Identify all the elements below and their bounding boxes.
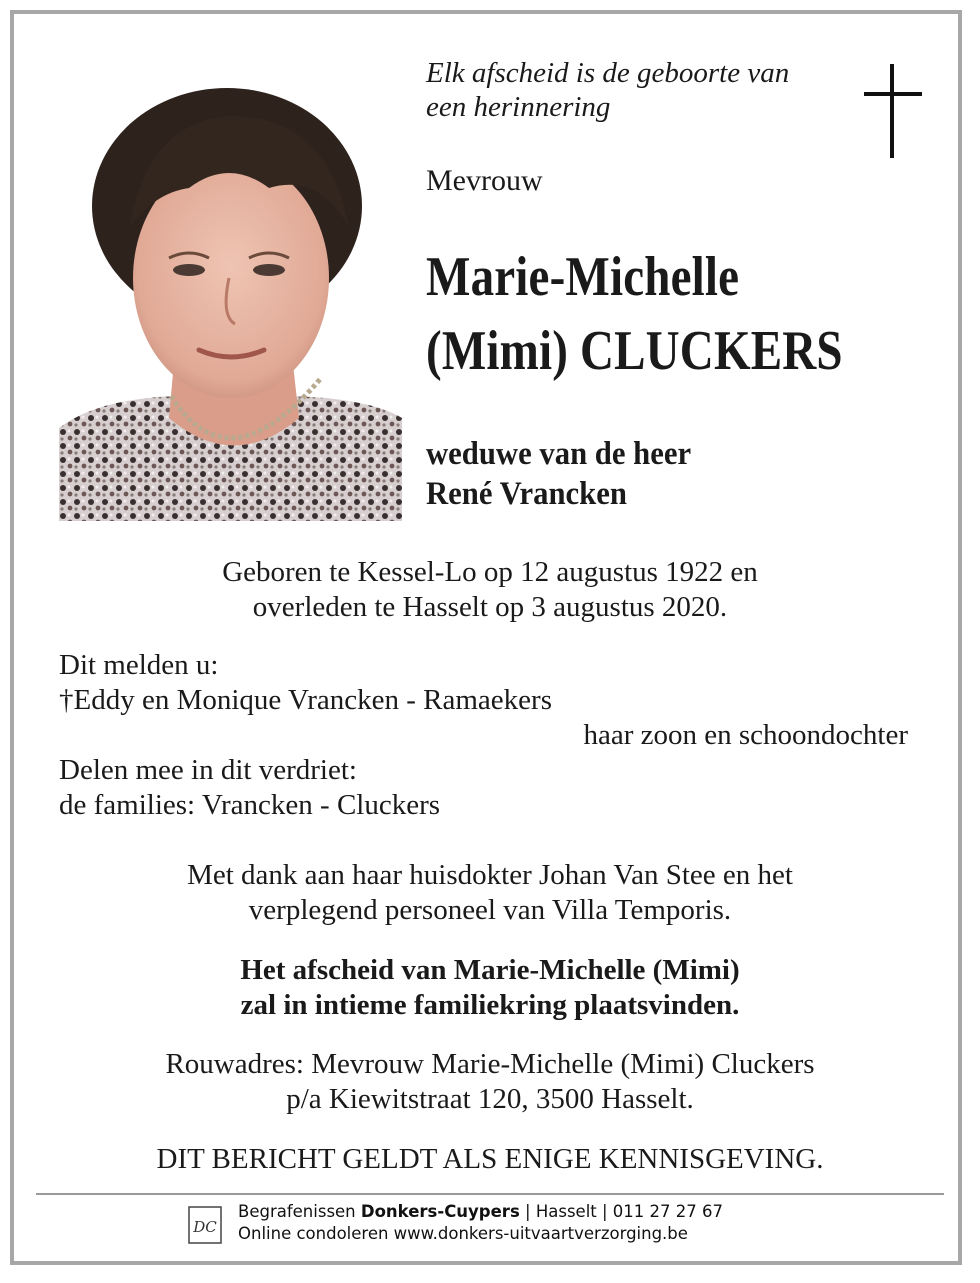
farewell-line-1: Het afscheid van Marie-Michelle (Mimi) [240, 954, 740, 986]
widow-of [426, 434, 691, 514]
name-line-2: (Mimi) CLUCKERS [426, 320, 843, 382]
announcer-relation: haar zoon en schoondochter [583, 719, 908, 751]
thanks [30, 858, 950, 928]
widow-line-2: René Vrancken [426, 476, 627, 512]
cross-icon [864, 64, 922, 158]
address-line-2: p/a Kiewitstraat 120, 3500 Hasselt. [286, 1083, 694, 1115]
dates-line-1: Geboren te Kessel-Lo op 12 augustus 1922 en [222, 556, 758, 588]
dates-line-2: overleden te Hasselt op 3 augustus 2020. [252, 591, 728, 623]
quote-line-1: Elk afscheid is de geboorte van [426, 57, 790, 89]
widow-line-1: weduwe van de heer [426, 436, 692, 472]
footer-condolence-link[interactable]: Online condoleren www.donkers-uitvaartverzorging.be [238, 1224, 688, 1243]
footer-line-1 [238, 1201, 723, 1223]
birth-death-dates [30, 555, 950, 625]
farewell [30, 953, 950, 1023]
mourning-address [30, 1047, 950, 1117]
portrait-photo [59, 78, 402, 521]
footer-company: Donkers-Cuypers [360, 1202, 520, 1221]
address-line-1: Rouwadres: Mevrouw Marie-Michelle (Mimi) Cluckers [165, 1048, 815, 1080]
funeral-home-logo-icon [188, 1206, 222, 1244]
salutation: Mevrouw [426, 164, 543, 197]
footer-contact: | Hasselt | 011 27 27 67 [519, 1202, 724, 1221]
families: de families: Vrancken - Cluckers [59, 789, 441, 821]
sole-notice: DIT BERICHT GELDT ALS ENIGE KENNISGEVING. [156, 1143, 824, 1175]
logo-lettering: DC [193, 1218, 217, 1236]
footer [238, 1201, 723, 1245]
thanks-line-1: Met dank aan haar huisdokter Johan Van Stee en het [187, 859, 793, 891]
quote-line-2: een herinnering [426, 91, 611, 123]
deceased-name [426, 240, 843, 388]
announcers-heading: Dit melden u: [59, 649, 219, 681]
share-heading: Delen mee in dit verdriet: [59, 754, 357, 786]
footer-prefix: Begrafenissen [238, 1202, 361, 1221]
thanks-line-2: verplegend personeel van Villa Temporis. [248, 894, 732, 926]
footer-divider [36, 1193, 944, 1195]
name-line-1: Marie-Michelle [426, 246, 740, 308]
announcer-person: †Eddy en Monique Vrancken - Ramaekers [59, 684, 552, 716]
quote [426, 56, 846, 124]
farewell-line-2: zal in intieme familiekring plaatsvinden. [240, 989, 740, 1021]
portrait-illustration [59, 78, 402, 521]
